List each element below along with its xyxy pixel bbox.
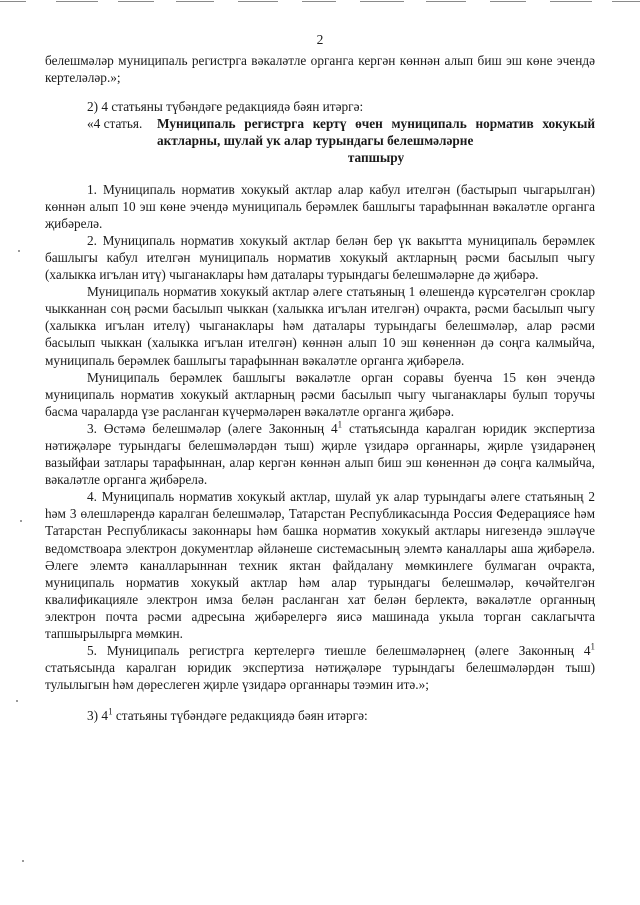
paragraph-part-5 [45, 642, 595, 693]
paragraph-part-3-a: 3. Өстәмә белешмәләр (әлеге Законның 4 [87, 420, 338, 436]
scan-speck [18, 250, 20, 252]
paragraph-part-3-b: статьясында каралган юридик экспертиза нәтиҗәләре турындагы белешмәләрдән тыш) җирле үзидарә органнары, җирле үзидарәнең вазыйфаи затлары тарафыннан, алар кергән көннән алып биш эш көненнән дә соңга калмыйча, вәкаләтле органга җибәрелә. [45, 420, 596, 488]
paragraph-amendment-3-b: статьяны түбәндәге редакциядә бәян итәргә: [112, 708, 368, 724]
superscript: 1 [108, 706, 113, 717]
article-number: «4 статья. [87, 116, 143, 132]
page-number: 2 [316, 32, 324, 47]
article-title-text: Муниципаль регистрга кертү өчен муниципаль норматив хокукый актларны, шулай ук алар турындагы белешмәләрне [157, 116, 595, 149]
superscript: 1 [590, 641, 595, 652]
paragraph-amendment-3-a: 3) 4 [87, 708, 109, 724]
paragraph-amendment-3 [45, 707, 595, 724]
article-4-heading [45, 115, 595, 166]
scan-speck [16, 700, 18, 702]
paragraph-part-5-a: 5. Муниципаль регистрга кертелергә тиешле белешмәләрнең (әлеге Законның 4 [87, 643, 591, 659]
scan-speck [20, 520, 22, 522]
paragraph-part-2: 2. Муниципаль норматив хокукый актлар белән бер үк вакытта муниципаль берәмлек башлыгы кабул ителгән муниципаль норматив хокукый актларның рәсми басылып чыгу (халыкка игълан итү) чыганаклары һәм даталары турындагы белешмәләрне дә җибәрә. [45, 232, 595, 283]
paragraph-part-5-b: статьясында каралган юридик экспертиза нәтиҗәләре турындагы белешмәләрдән тыш) тулылыгын һәм дөреслеген җирле үзидарә органнары тәэмин итә.»; [45, 660, 595, 693]
scan-speck [22, 860, 24, 862]
article-title [157, 115, 595, 166]
paragraph-part-4: 4. Муниципаль норматив хокукый актлар, шулай ук алар турындагы әлеге статьяның 2 һәм 3 өлешләрендә каралган белешмәләр, Татарстан Республикасында Россия Федерациясе һәм Татарстан Республикасы законнары һәм башка норматив хокукый актлары нигезендә эшләүче ведомствоара электрон документлар әйләнеше системасының элемтә каналлары аша җибәрелә. Әлеге элемтә каналларыннан техник яктан файдалану мөмкинлеге булмаган очракта, муниципаль норматив хокукый актлар һәм алар турындагы белешмәләр, көчәйтелгән квалификацияле электрон имза белән расланган хат белән берлектә, вәкаләтле органның электрон почта рәсми адресына җибәрелергә яисә машинада укыла торган саклагычта тапшырылырга мөмкин. [45, 489, 595, 641]
paragraph-part-2-cont: Муниципаль норматив хокукый актлар әлеге статьяның 1 өлешендә күрсәтелгән сроклар чыкканнан соң рәсми басылып чыккан (халыкка игълан ителгән) очракта, рәсми басылып чыгу (халыкка игълан ителү) чыганаклары һәм даталары турындагы белешмәләр, алар рәсми басылып чыккан (халыкка игълан ителгән) көннән алып 10 эш көненнән дә соңга калмыйча, муниципаль берәмлек башлыгы тарафыннан вәкаләтле органга җибәрелә. [45, 284, 595, 368]
paragraph-continuation: белешмәләр муниципаль регистрга вәкаләтле органга кергән көннән алып биш эш көне эчендә кертеләләр.»; [45, 53, 595, 86]
article-title-last-line: тапшыру [347, 150, 405, 166]
superscript: 1 [337, 419, 343, 430]
document-body [45, 52, 595, 724]
paragraph-part-1: 1. Муниципаль норматив хокукый актлар алар кабул ителгән (бастырып чыгарылган) көннән алып 10 эш көне эчендә муниципаль берәмлек башлыгы тарафыннан вәкаләтле органга җибәрелә. [45, 181, 595, 231]
scan-top-rule [0, 0, 640, 3]
paragraph-part-2-request: Муниципаль берәмлек башлыгы вәкаләтле орган соравы буенча 15 көн эчендә муниципаль норматив хокукый актларның рәсми басылып чыгу чыганаклары булып торучы басма чараларда үзе расланган күчермәләрен вәкаләтле органга җибәрә. [45, 369, 595, 419]
paragraph-part-3 [45, 420, 595, 488]
paragraph-amendment-2: 2) 4 статьяны түбәндәге редакциядә бәян итәргә: [87, 99, 364, 115]
